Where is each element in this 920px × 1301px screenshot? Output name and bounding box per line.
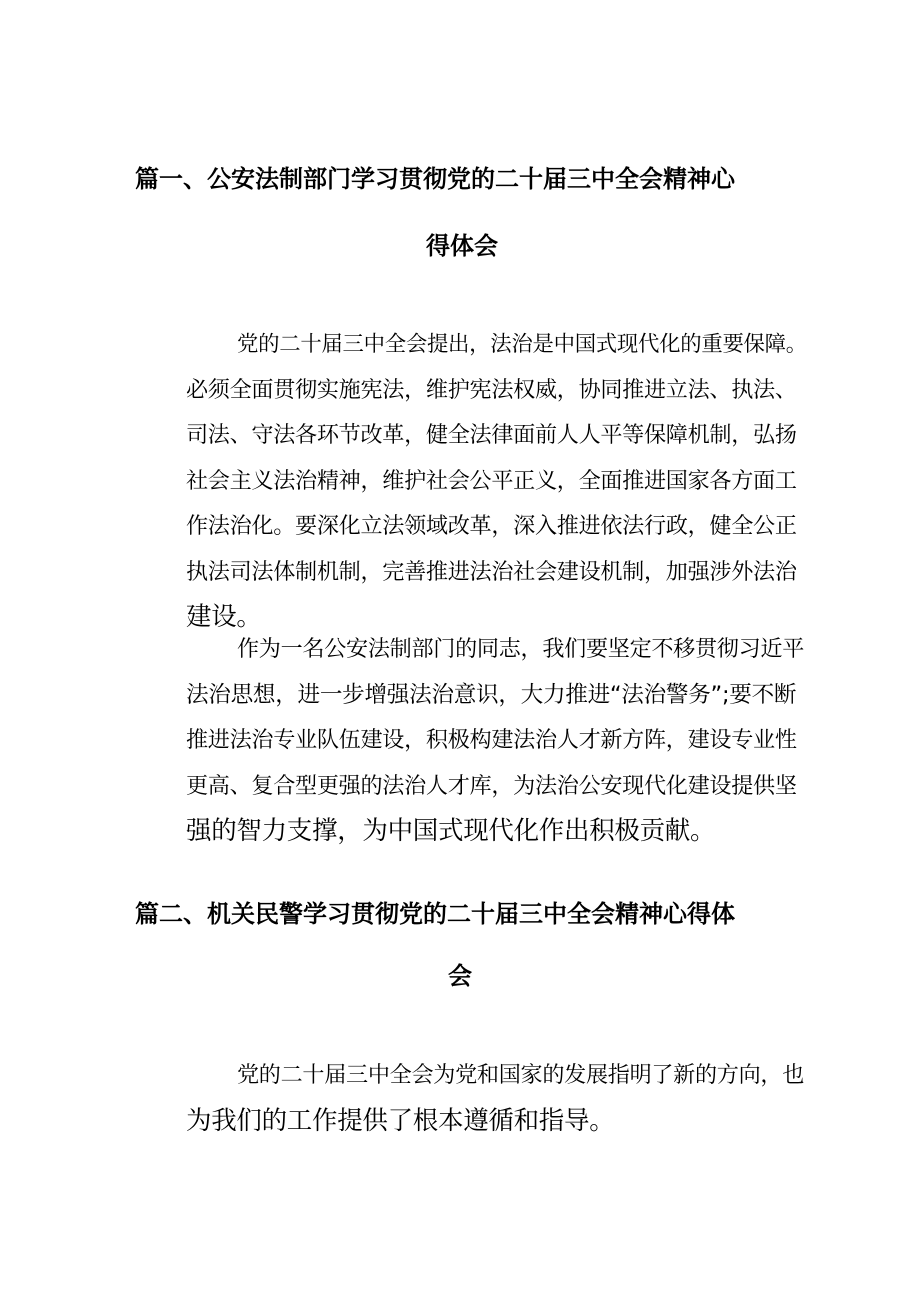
paragraph-line: 推进法治专业队伍建设，积极构建法治人才新方阵，建设专业性 — [186, 727, 797, 753]
paragraph-line: 执法司法体制机制，完善推进法治社会建设机制，加强涉外法治 — [186, 558, 797, 585]
section1-heading-line1: 篇一、公安法制部门学习贯彻党的二十届三中全会精神心 — [135, 165, 735, 193]
section2-heading-line2: 会 — [448, 962, 472, 990]
section2-paragraph-1 — [135, 1053, 805, 1144]
paragraph-line: 建设。 — [186, 602, 262, 632]
paragraph-line: 为我们的工作提供了根本遵循和指导。 — [186, 1105, 615, 1136]
paragraph-line: 作为一名公安法制部门的同志，我们要坚定不移贯彻习近平 — [237, 636, 805, 662]
paragraph-line: 社会主义法治精神，维护社会公平正义，全面推进国家各方面工 — [186, 467, 797, 494]
paragraph-line: 党的二十届三中全会提出，法治是中国式现代化的重要保障。 — [237, 332, 807, 357]
section2-heading-line1: 篇二、机关民警学习贯彻党的二十届三中全会精神心得体 — [135, 900, 735, 928]
section1-paragraph-1 — [135, 322, 807, 641]
paragraph-line: 司法、守法各环节改革，健全法律面前人人平等保障机制，弘扬 — [186, 422, 797, 448]
paragraph-line: 必须全面贯彻实施宪法，维护宪法权威，协同推进立法、执法、 — [186, 376, 797, 403]
section1-heading-line2: 得体会 — [426, 232, 498, 260]
paragraph-line: 更高、复合型更强的法治人才库，为法治公安现代化建设提供坚 — [186, 772, 797, 799]
paragraph-line: 强的智力支撑，为中国式现代化作出积极贡献。 — [186, 816, 716, 846]
paragraph-line: 作法治化。要深化立法领域改革，深入推进依法行政，健全公正 — [186, 513, 797, 539]
paragraph-line: 党的二十届三中全会为党和国家的发展指明了新的方向，也 — [237, 1062, 805, 1088]
section1-paragraph-2 — [135, 627, 805, 855]
paragraph-line: 法治思想，进一步增强法治意识，大力推进“法治警务”;要不断 — [186, 681, 797, 708]
